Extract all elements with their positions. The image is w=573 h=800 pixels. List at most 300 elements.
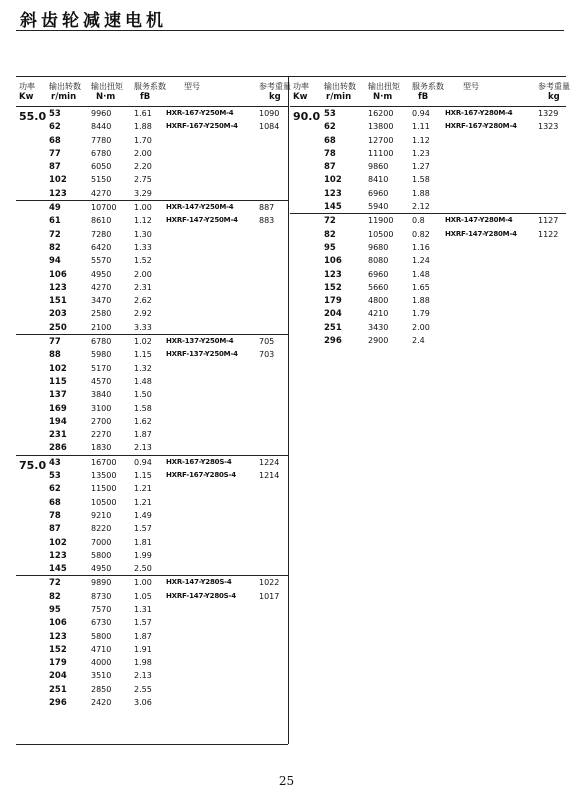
cell-torque: 4570	[91, 376, 112, 386]
header-speed-unit: r/min	[51, 92, 77, 102]
cell-model: HXRF-167-Y280M-4	[445, 122, 517, 131]
cell-sf: 1.52	[134, 256, 152, 266]
cell-sf: 1.58	[134, 403, 152, 413]
table-row	[16, 696, 288, 709]
cell-speed: 250	[49, 322, 67, 333]
cell-speed: 123	[324, 188, 342, 199]
cell-sf: 1.91	[134, 644, 152, 654]
cell-weight: 703	[259, 350, 275, 360]
cell-speed: 204	[324, 309, 342, 320]
table-row	[290, 307, 566, 320]
cell-weight: 1127	[538, 216, 559, 226]
cell-speed: 53	[324, 109, 336, 119]
cell-speed: 53	[49, 109, 61, 119]
cell-torque: 6960	[368, 269, 389, 279]
cell-speed: 106	[324, 256, 342, 267]
cell-torque: 11100	[368, 148, 394, 158]
cell-torque: 3100	[91, 403, 112, 413]
cell-sf: 2.13	[134, 671, 152, 681]
table-bottom-rule	[16, 744, 288, 745]
cell-sf: 1.50	[134, 390, 152, 400]
cell-speed: 77	[49, 148, 61, 159]
cell-sf: 0.82	[412, 229, 430, 239]
cell-torque: 13800	[368, 122, 394, 132]
table-row	[290, 160, 566, 173]
cell-torque: 10700	[91, 203, 117, 213]
cell-speed: 179	[324, 296, 342, 307]
cell-model: HXR-167-Y280M-4	[445, 109, 513, 117]
cell-speed: 137	[49, 390, 67, 401]
cell-speed: 53	[49, 471, 61, 482]
cell-sf: 3.33	[134, 322, 152, 332]
table-row	[290, 187, 566, 200]
table-row	[290, 228, 566, 241]
cell-model: HXR-147-Y280S-4	[166, 578, 232, 587]
cell-torque: 6780	[91, 337, 112, 347]
power-value: 90.0	[293, 110, 321, 123]
cell-weight: 1090	[259, 109, 280, 118]
header-power-unit: Kw	[19, 92, 34, 102]
table-row	[16, 294, 288, 307]
cell-speed: 68	[49, 135, 61, 146]
table-row	[290, 173, 566, 186]
cell-weight: 1323	[538, 122, 559, 132]
row-group	[16, 455, 288, 576]
table-row	[16, 187, 288, 200]
cell-sf: 2.00	[134, 148, 152, 158]
cell-torque: 9960	[91, 109, 112, 118]
table-row	[16, 669, 288, 682]
cell-torque: 2100	[91, 322, 112, 332]
cell-torque: 1830	[91, 443, 112, 453]
cell-speed: 179	[49, 658, 67, 669]
cell-torque: 11500	[91, 484, 117, 494]
cell-torque: 9210	[91, 510, 112, 520]
cell-weight: 1017	[259, 591, 280, 601]
header-sf-unit: fB	[418, 92, 429, 102]
cell-sf: 1.02	[134, 337, 152, 347]
cell-speed: 87	[49, 162, 61, 173]
cell-torque: 12700	[368, 135, 394, 145]
cell-sf: 0.94	[412, 109, 430, 118]
header-weight-label: 参考重量	[259, 82, 291, 91]
header-sf-unit: fB	[140, 92, 151, 102]
cell-torque: 10500	[368, 229, 394, 239]
cell-speed: 72	[324, 216, 336, 227]
cell-sf: 1.61	[134, 109, 152, 118]
table-row	[16, 603, 288, 616]
table-row	[16, 656, 288, 669]
table-row	[16, 549, 288, 562]
table-row	[16, 630, 288, 643]
table-row	[16, 120, 288, 133]
cell-torque: 4950	[91, 269, 112, 279]
header-torque-unit: N·m	[373, 92, 393, 102]
cell-sf: 3.29	[134, 188, 152, 198]
table-row	[16, 616, 288, 629]
header-power-label: 功率	[19, 82, 35, 91]
cell-sf: 1.21	[134, 497, 152, 507]
table-row	[290, 241, 566, 254]
cell-torque: 16200	[368, 109, 394, 118]
table-row	[290, 294, 566, 307]
cell-sf: 1.12	[134, 216, 152, 226]
cell-sf: 2.00	[134, 269, 152, 279]
cell-sf: 1.57	[134, 524, 152, 534]
cell-sf: 1.70	[134, 135, 152, 145]
cell-sf: 1.05	[134, 591, 152, 601]
cell-torque: 7780	[91, 135, 112, 145]
cell-sf: 1.24	[412, 256, 430, 266]
cell-sf: 1.27	[412, 162, 430, 172]
left-table	[16, 76, 291, 709]
cell-sf: 2.92	[134, 309, 152, 319]
cell-torque: 16700	[91, 457, 117, 467]
table-row	[16, 335, 288, 348]
cell-torque: 2700	[91, 416, 112, 426]
cell-sf: 1.58	[412, 175, 430, 185]
cell-sf: 1.23	[412, 148, 430, 158]
table-row	[16, 362, 288, 375]
cell-sf: 3.06	[134, 698, 152, 708]
table-row	[16, 268, 288, 281]
header-model-label: 型号	[184, 82, 200, 91]
cell-model: HXR-167-Y280S-4	[166, 457, 232, 466]
header-speed-label: 输出转数	[324, 82, 356, 91]
cell-speed: 82	[324, 229, 336, 240]
table-row	[16, 441, 288, 454]
cell-torque: 5150	[91, 175, 112, 185]
cell-torque: 2420	[91, 698, 112, 708]
header-power-label: 功率	[293, 82, 309, 91]
cell-weight: 883	[259, 216, 275, 226]
cell-speed: 123	[324, 269, 342, 280]
cell-torque: 8610	[91, 216, 112, 226]
cell-sf: 1.98	[134, 658, 152, 668]
cell-torque: 2580	[91, 309, 112, 319]
table-row	[290, 147, 566, 160]
cell-sf: 2.31	[134, 282, 152, 292]
cell-speed: 145	[49, 564, 67, 575]
table-row	[16, 522, 288, 535]
table-row	[16, 201, 288, 214]
table-row	[16, 562, 288, 575]
cell-torque: 3430	[368, 322, 389, 332]
cell-speed: 62	[49, 484, 61, 495]
right-table	[290, 76, 570, 347]
cell-model: HXR-167-Y250M-4	[166, 109, 234, 117]
table-row	[16, 348, 288, 361]
cell-sf: 1.15	[134, 350, 152, 360]
cell-sf: 1.32	[134, 363, 152, 373]
cell-torque: 8440	[91, 122, 112, 132]
cell-sf: 1.99	[134, 550, 152, 560]
table-header	[16, 76, 291, 107]
cell-model: HXRF-167-Y280S-4	[166, 471, 236, 480]
cell-speed: 296	[324, 336, 342, 347]
cell-sf: 1.30	[134, 229, 152, 239]
cell-model: HXRF-167-Y250M-4	[166, 122, 238, 131]
cell-speed: 77	[49, 337, 61, 348]
header-torque-label: 输出扭矩	[368, 82, 400, 91]
cell-torque: 8220	[91, 524, 112, 534]
cell-torque: 4270	[91, 188, 112, 198]
cell-speed: 95	[49, 604, 61, 615]
cell-model: HXRF-147-Y250M-4	[166, 216, 238, 225]
cell-speed: 145	[324, 202, 342, 213]
cell-sf: 1.88	[134, 122, 152, 132]
table-row	[290, 107, 566, 120]
cell-torque: 2850	[91, 684, 112, 694]
cell-weight: 1329	[538, 109, 559, 118]
cell-torque: 4710	[91, 644, 112, 654]
cell-speed: 72	[49, 578, 61, 589]
cell-torque: 5660	[368, 282, 389, 292]
cell-sf: 1.00	[134, 578, 152, 588]
cell-speed: 102	[49, 363, 67, 374]
cell-torque: 4000	[91, 658, 112, 668]
cell-speed: 82	[49, 591, 61, 602]
cell-torque: 6420	[91, 242, 112, 252]
cell-torque: 6960	[368, 188, 389, 198]
table-row	[290, 120, 566, 133]
cell-sf: 1.31	[134, 604, 152, 614]
cell-speed: 68	[324, 135, 336, 146]
cell-sf: 1.21	[134, 484, 152, 494]
cell-weight: 705	[259, 337, 275, 347]
cell-torque: 5940	[368, 202, 389, 212]
cell-sf: 2.13	[134, 443, 152, 453]
table-row	[16, 228, 288, 241]
page-title: 斜齿轮减速电机	[20, 11, 167, 31]
cell-sf: 0.8	[412, 216, 425, 226]
cell-speed: 68	[49, 497, 61, 508]
cell-torque: 11900	[368, 216, 394, 226]
table-row	[290, 134, 566, 147]
cell-sf: 2.55	[134, 684, 152, 694]
cell-weight: 1122	[538, 229, 559, 239]
cell-speed: 49	[49, 203, 61, 214]
row-group	[16, 107, 288, 200]
cell-speed: 194	[49, 416, 67, 427]
cell-torque: 2270	[91, 430, 112, 440]
header-speed-label: 输出转数	[49, 82, 81, 91]
cell-sf: 1.81	[134, 537, 152, 547]
table-row	[16, 415, 288, 428]
cell-speed: 87	[49, 524, 61, 535]
table-row	[16, 496, 288, 509]
row-group	[16, 334, 288, 455]
power-value: 55.0	[19, 110, 47, 123]
cell-speed: 82	[49, 242, 61, 253]
table-row	[16, 254, 288, 267]
cell-speed: 123	[49, 282, 67, 293]
table-row	[16, 160, 288, 173]
table-row	[16, 107, 288, 120]
cell-torque: 3510	[91, 671, 112, 681]
table-row	[16, 321, 288, 334]
cell-torque: 7000	[91, 537, 112, 547]
cell-sf: 1.16	[412, 242, 430, 252]
cell-sf: 1.11	[412, 122, 430, 132]
cell-torque: 5170	[91, 363, 112, 373]
cell-weight: 887	[259, 203, 275, 213]
cell-weight: 1022	[259, 578, 280, 588]
header-sf-label: 服务系数	[412, 82, 444, 91]
cell-torque: 7570	[91, 604, 112, 614]
cell-torque: 4210	[368, 309, 389, 319]
cell-sf: 2.50	[134, 564, 152, 574]
cell-sf: 1.49	[134, 510, 152, 520]
table-row	[290, 254, 566, 267]
row-group	[290, 107, 566, 213]
table-row	[16, 509, 288, 522]
cell-model: HXR-147-Y250M-4	[166, 203, 234, 212]
cell-weight: 1214	[259, 471, 280, 481]
cell-torque: 13500	[91, 471, 117, 481]
cell-speed: 102	[49, 175, 67, 186]
cell-torque: 8730	[91, 591, 112, 601]
cell-torque: 9680	[368, 242, 389, 252]
column-separator	[288, 76, 289, 744]
cell-sf: 1.79	[412, 309, 430, 319]
cell-sf: 1.48	[412, 269, 430, 279]
page-number: 25	[278, 774, 295, 788]
cell-speed: 106	[49, 269, 67, 280]
table-row	[16, 402, 288, 415]
cell-speed: 152	[49, 644, 67, 655]
cell-speed: 62	[324, 122, 336, 133]
cell-torque: 4800	[368, 296, 389, 306]
cell-speed: 61	[49, 216, 61, 227]
header-model-label: 型号	[463, 82, 479, 91]
cell-speed: 152	[324, 282, 342, 293]
cell-sf: 1.88	[412, 188, 430, 198]
table-row	[16, 456, 288, 469]
cell-torque: 6050	[91, 162, 112, 172]
cell-torque: 5800	[91, 550, 112, 560]
cell-sf: 2.62	[134, 296, 152, 306]
cell-speed: 102	[324, 175, 342, 186]
header-weight-unit: kg	[269, 92, 281, 102]
cell-torque: 5980	[91, 350, 112, 360]
table-row	[16, 307, 288, 320]
cell-model: HXRF-137-Y250M-4	[166, 350, 238, 359]
table-row	[290, 268, 566, 281]
cell-torque: 5800	[91, 631, 112, 641]
table-row	[16, 173, 288, 186]
table-row	[290, 200, 566, 213]
cell-sf: 1.57	[134, 618, 152, 628]
cell-speed: 286	[49, 443, 67, 454]
row-group	[290, 213, 566, 347]
table-row	[16, 134, 288, 147]
table-row	[16, 281, 288, 294]
cell-sf: 1.48	[134, 376, 152, 386]
cell-sf: 1.87	[134, 430, 152, 440]
cell-speed: 251	[49, 684, 67, 695]
cell-speed: 102	[49, 537, 67, 548]
cell-sf: 1.62	[134, 416, 152, 426]
cell-torque: 6730	[91, 618, 112, 628]
cell-speed: 151	[49, 296, 67, 307]
cell-torque: 9890	[91, 578, 112, 588]
table-row	[16, 536, 288, 549]
cell-sf: 1.12	[412, 135, 430, 145]
table-row	[290, 214, 566, 227]
cell-model: HXRF-147-Y280M-4	[445, 229, 517, 238]
table-header	[290, 76, 570, 107]
cell-speed: 231	[49, 430, 67, 441]
cell-speed: 78	[49, 510, 61, 521]
cell-speed: 296	[49, 698, 67, 709]
cell-sf: 2.20	[134, 162, 152, 172]
table-row	[16, 482, 288, 495]
table-row	[16, 683, 288, 696]
header-weight-label: 参考重量	[538, 82, 570, 91]
table-row	[16, 469, 288, 482]
table-row	[290, 281, 566, 294]
cell-sf: 1.00	[134, 203, 152, 213]
cell-weight: 1084	[259, 122, 280, 132]
table-row	[16, 590, 288, 603]
header-torque-label: 输出扭矩	[91, 82, 123, 91]
table-row	[16, 643, 288, 656]
cell-torque: 2900	[368, 336, 389, 346]
cell-sf: 1.33	[134, 242, 152, 252]
cell-speed: 169	[49, 403, 67, 414]
cell-speed: 115	[49, 376, 67, 387]
power-value: 75.0	[19, 458, 47, 472]
cell-sf: 0.94	[134, 457, 152, 467]
cell-torque: 3470	[91, 296, 112, 306]
cell-speed: 78	[324, 148, 336, 159]
cell-sf: 2.12	[412, 202, 430, 212]
table-row	[16, 241, 288, 254]
table-row	[16, 375, 288, 388]
cell-sf: 1.87	[134, 631, 152, 641]
cell-speed: 123	[49, 550, 67, 561]
header-power-unit: Kw	[293, 92, 308, 102]
cell-torque: 8080	[368, 256, 389, 266]
header-sf-label: 服务系数	[134, 82, 166, 91]
cell-speed: 95	[324, 242, 336, 253]
cell-torque: 10500	[91, 497, 117, 507]
title-divider	[16, 30, 564, 31]
cell-sf: 1.88	[412, 296, 430, 306]
cell-torque: 4270	[91, 282, 112, 292]
cell-speed: 88	[49, 350, 61, 361]
cell-torque: 3840	[91, 390, 112, 400]
cell-torque: 6780	[91, 148, 112, 158]
cell-weight: 1224	[259, 457, 280, 467]
cell-model: HXR-137-Y250M-4	[166, 337, 234, 346]
header-weight-unit: kg	[548, 92, 560, 102]
cell-speed: 87	[324, 162, 336, 173]
table-row	[16, 214, 288, 227]
cell-speed: 123	[49, 188, 67, 199]
table-row	[16, 388, 288, 401]
cell-torque: 8410	[368, 175, 389, 185]
cell-sf: 2.4	[412, 336, 425, 346]
cell-speed: 106	[49, 618, 67, 629]
cell-torque: 7280	[91, 229, 112, 239]
table-row	[16, 428, 288, 441]
table-row	[290, 321, 566, 334]
cell-sf: 2.75	[134, 175, 152, 185]
cell-speed: 251	[324, 322, 342, 333]
header-torque-unit: N·m	[96, 92, 116, 102]
